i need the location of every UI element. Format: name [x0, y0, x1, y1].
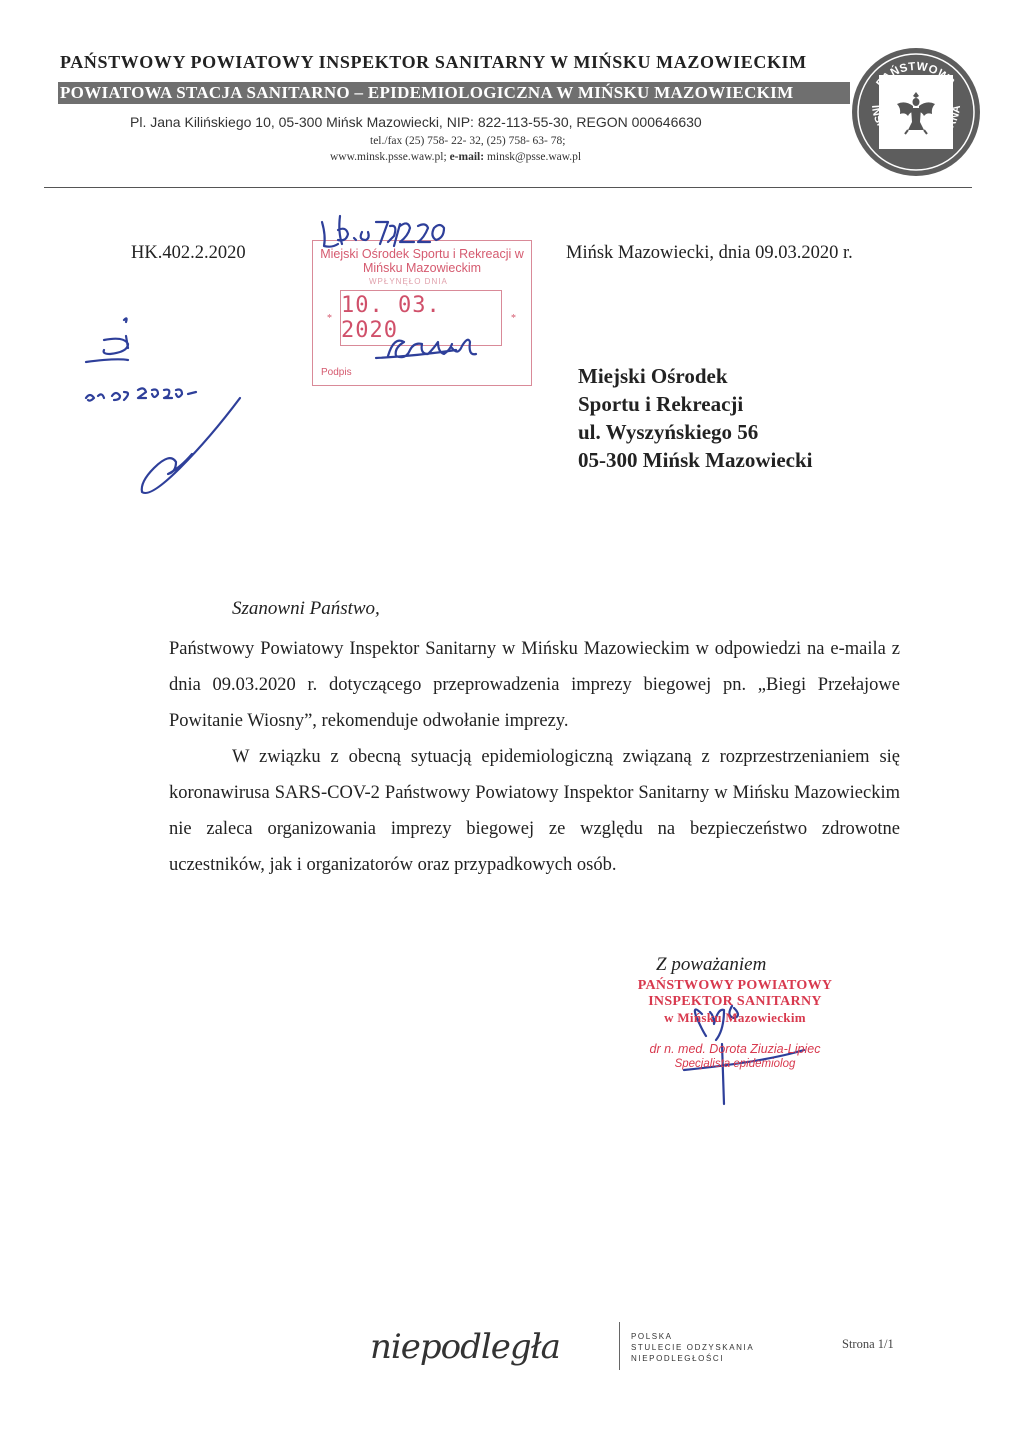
stamp-signature	[376, 340, 476, 358]
recipient-line: ul. Wyszyńskiego 56	[578, 420, 759, 444]
office-address: Pl. Jana Kilińskiego 10, 05-300 Mińsk Mazowiecki, NIP: 822-113-55-30, REGON 000646630	[130, 114, 702, 130]
place-and-date: Mińsk Mazowiecki, dnia 09.03.2020 r.	[566, 243, 853, 263]
svg-text:PAŃSTWOWA: PAŃSTWOWA	[874, 60, 958, 90]
station-title-bar: POWIATOWA STACJA SANITARNO – EPIDEMIOLOGICZNA W MIŃSKU MAZOWIECKIM	[58, 82, 850, 104]
recipient-address	[578, 362, 812, 474]
recipient-line: Miejski Ośrodek	[578, 364, 728, 388]
office-phone: tel./fax (25) 758- 22- 32, (25) 758- 63- 78;	[370, 135, 566, 147]
svg-text:INSPEKCJA SANITARNA: INSPEKCJA SANITARNA	[868, 104, 964, 152]
stamp-star-icon: *	[511, 313, 516, 324]
niepodlegla-logo	[368, 1316, 608, 1376]
inspector-stamp-line: INSPEKTOR SANITARNY	[648, 994, 822, 1009]
margin-signature	[142, 398, 240, 493]
centenary-text	[631, 1331, 754, 1364]
page-number: Strona 1/1	[842, 1337, 894, 1351]
recipient-line: Sportu i Rekreacji	[578, 392, 744, 416]
closing: Z poważaniem	[656, 954, 767, 975]
footer-divider	[619, 1322, 620, 1370]
salutation: Szanowni Państwo,	[232, 598, 380, 619]
signatory-name: dr n. med. Dorota Ziuzia-Lipiec	[649, 1042, 821, 1056]
margin-initials	[86, 318, 128, 362]
signatory-role: Specjalista epidemiolog	[674, 1058, 796, 1070]
inspector-stamp-line: w Mińsku Mazowieckim	[664, 1010, 806, 1025]
office-title: PAŃSTWOWY POWIATOWY INSPEKTOR SANITARNY W MIŃSKU MAZOWIECKIM	[60, 52, 807, 72]
stamp-organization: Miejski Ośrodek Sportu i Rekreacji w Mińsku Mazowieckim	[320, 247, 524, 275]
stamp-date: 10. 03. 2020	[340, 290, 502, 346]
reference-number: HK.402.2.2020	[131, 243, 246, 263]
website-link[interactable]: www.minsk.psse.waw.pl;	[330, 151, 447, 163]
inspector-stamp-line: PAŃSTWOWY POWIATOWY	[637, 978, 833, 993]
email-label: e-mail:	[449, 151, 485, 163]
signatory	[630, 1042, 840, 1072]
letter-body	[169, 631, 900, 883]
stamp-star-icon: *	[327, 313, 332, 324]
centenary-line: NIEPODLEGŁOŚCI	[631, 1354, 725, 1363]
stamp-received-label: WPŁYNĘŁO DNIA	[369, 277, 448, 286]
email-link[interactable]: minsk@psse.waw.pl	[486, 151, 582, 163]
inspector-stamp	[612, 978, 858, 1026]
stamp-signature-label: Podpis	[321, 367, 352, 378]
paragraph: W związku z obecną sytuacją epidemiologiczną związaną z rozprzestrzenianiem się koronawirusa SARS-COV-2 Państwowy Powiatowy Inspektor Sanitarny w Mińsku Mazowieckim nie zaleca organizowania imprezy biegowej ze względu na bezpieczeństwo zdrowotne uczestników, jak i organizatorów oraz przypadkowych osób.	[169, 747, 900, 875]
centenary-line: POLSKA	[631, 1332, 673, 1341]
paragraph: Państwowy Powiatowy Inspektor Sanitarny w Mińsku Mazowieckim w odpowiedzi na e-maila z dnia 09.03.2020 r. dotyczącego przeprowadzenia imprezy biegowej pn. „Biegi Przełajowe Powitanie Wiosny”, rekomenduje odwołanie imprezy.	[169, 639, 900, 731]
recipient-line: 05-300 Mińsk Mazowiecki	[578, 448, 813, 472]
svg-text:niepodległa: niepodległa	[370, 1327, 560, 1367]
centenary-line: STULECIE ODZYSKANIA	[631, 1343, 755, 1352]
margin-date	[86, 388, 196, 400]
registration-number-handwriting	[322, 216, 444, 247]
